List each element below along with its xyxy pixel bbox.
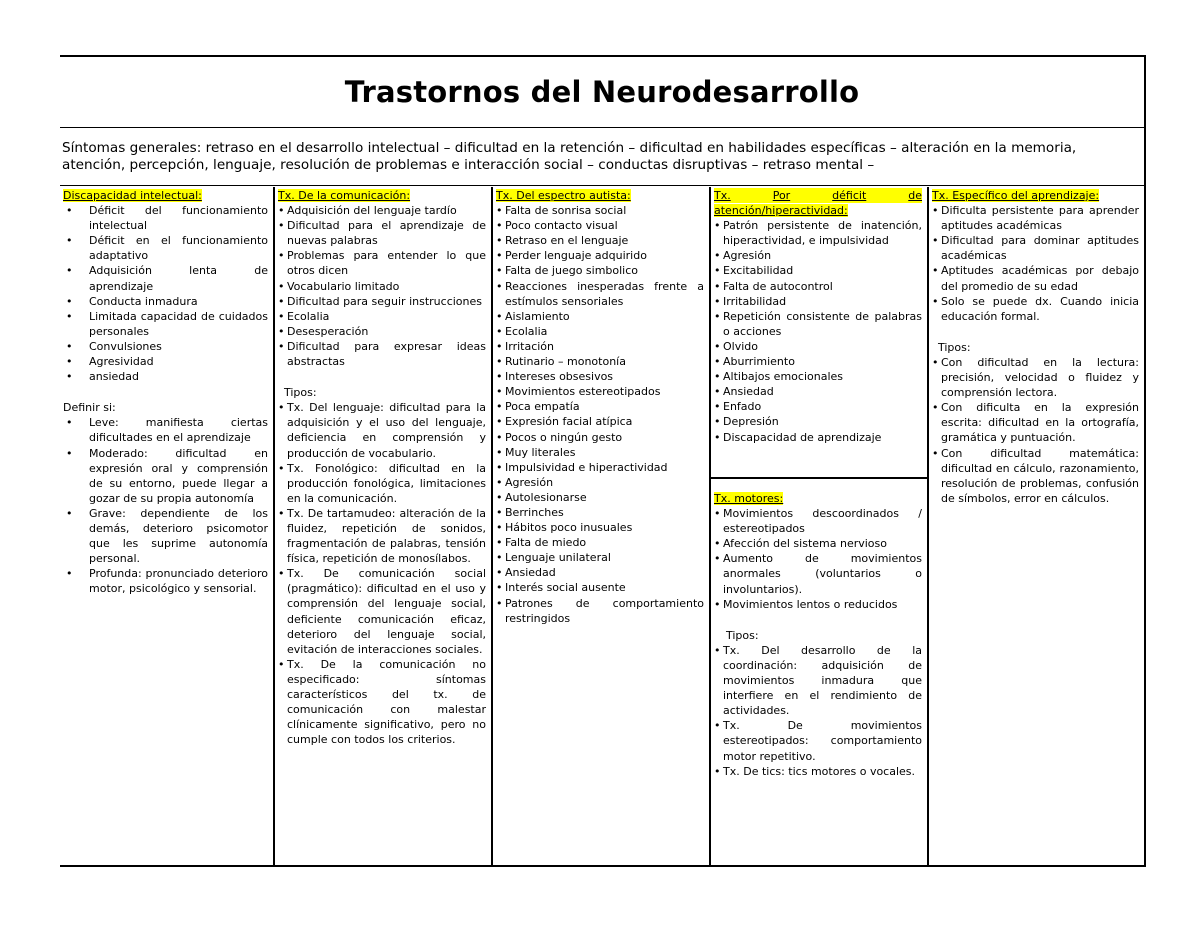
list-item: • Excitabilidad — [714, 263, 922, 278]
list-item: • Interés social ausente — [496, 580, 704, 595]
list-item: • Repetición consistente de palabras o acciones — [714, 309, 922, 339]
col4-heading: Tx. Por déficit de — [714, 189, 922, 202]
columns — [60, 187, 1144, 865]
list-item: • Impulsividad e hiperactividad — [496, 460, 704, 475]
list-item: • Poca empatía — [496, 399, 704, 414]
list-item: • Grave: dependiente de los demás, deterioro psicomotor que les suprime autonomía personal. — [63, 506, 268, 566]
list-item: • Déficit del funcionamiento intelectual — [63, 203, 268, 233]
list-item: • Perder lenguaje adquirido — [496, 248, 704, 263]
list-item: • Aumento de movimientos anormales (voluntarios o involuntarios). — [714, 551, 922, 596]
list-item: • Irritabilidad — [714, 294, 922, 309]
list-item: • Falta de sonrisa social — [496, 203, 704, 218]
list-item: • Patrón persistente de inatención, hiperactividad, e impulsividad — [714, 218, 922, 248]
list-item: • Agresividad — [63, 354, 268, 369]
list-item: • Dificultad para el aprendizaje de nuevas palabras — [278, 218, 486, 248]
col5-types-label: Tipos: — [938, 340, 971, 354]
list-item: • Hábitos poco inusuales — [496, 520, 704, 535]
col5-heading: Tx. Específico del aprendizaje: — [932, 189, 1100, 202]
list-item: • Convulsiones — [63, 339, 268, 354]
list-item: • Tx. De comunicación social (pragmático): dificultad en el uso y comprensión del lenguaje social, deficiente comunicación eficaz, deterioro del lenguaje social, evitación de interacciones sociales. — [278, 566, 486, 657]
list-item: • Tx. Del lenguaje: dificultad para la adquisición y el uso del lenguaje, deficiencia en comprensión y producción de vocabulario. — [278, 400, 486, 460]
list-item: • Berrinches — [496, 505, 704, 520]
list-item: • Conducta inmadura — [63, 294, 268, 309]
list-item: • Moderado: dificultad en expresión oral y comprensión de su entorno, puede llegar a gozar de su propia autonomía — [63, 446, 268, 506]
list-item: • Intereses obsesivos — [496, 369, 704, 384]
list-item: • Ansiedad — [714, 384, 922, 399]
list-item: • Con dificultad en la lectura: precisión, velocidad o fluidez y comprensión lectora. — [932, 355, 1139, 400]
list-item: • Con dificulta en la expresión escrita: dificultad en la ortografía, gramática y puntuación. — [932, 400, 1139, 445]
col4-motor-list — [714, 506, 922, 612]
col5-list — [932, 203, 1139, 324]
list-item: • Aptitudes académicas por debajo del promedio de su edad — [932, 263, 1139, 293]
col-communication — [273, 187, 491, 865]
list-item: • Problemas para entender lo que otros dicen — [278, 248, 486, 278]
list-item: • Depresión — [714, 414, 922, 429]
list-item: • Limitada capacidad de cuidados personales — [63, 309, 268, 339]
list-item: • Rutinario – monotonía — [496, 354, 704, 369]
col4-motor-types — [714, 643, 922, 779]
list-item: • Irritación — [496, 339, 704, 354]
col-intellectual-disability — [60, 187, 273, 865]
col4-list — [714, 218, 922, 444]
list-item: • Pocos o ningún gesto — [496, 430, 704, 445]
list-item: • Déficit en el funcionamiento adaptativo — [63, 233, 268, 263]
list-item: • Ansiedad — [496, 565, 704, 580]
list-item: • Falta de miedo — [496, 535, 704, 550]
list-item: • Altibajos emocionales — [714, 369, 922, 384]
col1-heading: Discapacidad intelectual: — [63, 189, 202, 202]
list-item: • ansiedad — [63, 369, 268, 384]
col1-levels — [63, 415, 268, 596]
list-item: • Falta de juego simbolico — [496, 263, 704, 278]
col4-heading-line2: atención/hiperactividad: — [714, 204, 848, 218]
col-autism-spectrum — [491, 187, 709, 865]
list-item: • Profunda: pronunciado deterioro motor, psicológico y sensorial. — [63, 566, 268, 596]
list-item: • Aislamiento — [496, 309, 704, 324]
motor-section — [711, 479, 927, 865]
col2-heading: Tx. De la comunicación: — [278, 189, 411, 202]
list-item: • Dificultad para seguir instrucciones — [278, 294, 486, 309]
list-item: • Discapacidad de aprendizaje — [714, 430, 922, 445]
col4-motor-types-label: Tipos: — [726, 628, 759, 642]
list-item: • Solo se puede dx. Cuando inicia educación formal. — [932, 294, 1139, 324]
col1-subheading: Definir si: — [63, 401, 116, 415]
list-item: • Tx. De la comunicación no especificado: síntomas característicos del tx. de comunicación con malestar clínicamente significativo, pero no cumple con todos los criterios. — [278, 657, 486, 748]
list-item: • Dificultad para dominar aptitudes académicas — [932, 233, 1139, 263]
list-item: • Ecolalia — [278, 309, 486, 324]
list-item: • Lenguaje unilateral — [496, 550, 704, 565]
col1-list — [63, 203, 268, 384]
list-item: • Falta de autocontrol — [714, 279, 922, 294]
list-item: • Movimientos lentos o reducidos — [714, 597, 922, 612]
list-item: • Tx. De tartamudeo: alteración de la fluidez, repetición de sonidos, fragmentación de palabras, tensión física, repetición de monosílabos. — [278, 506, 486, 566]
col3-heading: Tx. Del espectro autista: — [496, 189, 631, 202]
list-item: • Dificulta persistente para aprender aptitudes académicas — [932, 203, 1139, 233]
list-item: • Reacciones inesperadas frente a estímulos sensoriales — [496, 279, 704, 309]
list-item: • Movimientos descoordinados / estereotipados — [714, 506, 922, 536]
list-item: • Agresión — [714, 248, 922, 263]
col2-list — [278, 203, 486, 369]
list-item: • Con dificultad matemática: dificultad en cálculo, razonamiento, resolución de problemas, confusión de símbolos, error en cálculos. — [932, 446, 1139, 506]
list-item: • Tx. Fonológico: dificultad en la producción fonológica, limitaciones en la comunicación. — [278, 461, 486, 506]
list-item: • Expresión facial atípica — [496, 414, 704, 429]
list-item: • Patrones de comportamiento restringidos — [496, 596, 704, 626]
col2-types — [278, 400, 486, 747]
list-item: • Vocabulario limitado — [278, 279, 486, 294]
col3-list — [496, 203, 704, 626]
list-item: • Dificultad para expresar ideas abstractas — [278, 339, 486, 369]
list-item: • Aburrimiento — [714, 354, 922, 369]
list-item: • Olvido — [714, 339, 922, 354]
list-item: • Ecolalia — [496, 324, 704, 339]
col2-types-label: Tipos: — [284, 386, 317, 400]
list-item: • Adquisición del lenguaje tardío — [278, 203, 486, 218]
list-item: • Movimientos estereotipados — [496, 384, 704, 399]
title-row — [60, 57, 1144, 128]
list-item: • Tx. Del desarrollo de la coordinación: adquisición de movimientos inmadura que interfiere en el rendimiento de actividades. — [714, 643, 922, 718]
list-item: • Tx. De tics: tics motores o vocales. — [714, 764, 922, 779]
list-item: • Retraso en el lenguaje — [496, 233, 704, 248]
general-symptoms: Síntomas generales: retraso en el desarrollo intelectual – dificultad en la retención – dificultad en habilidades específicas – alteración en la memoria, atención, percepción, lenguaje, resolución de problemas e interacción social – conductas disruptivas – retraso mental – — [60, 128, 1144, 186]
col4-motor-heading: Tx. motores: — [714, 492, 784, 505]
page-title: Trastornos del Neurodesarrollo — [344, 75, 860, 109]
list-item: • Enfado — [714, 399, 922, 414]
list-item: • Muy literales — [496, 445, 704, 460]
list-item: • Tx. De movimientos estereotipados: comportamiento motor repetitivo. — [714, 718, 922, 763]
list-item: • Adquisición lenta de aprendizaje — [63, 263, 268, 293]
list-item: • Afección del sistema nervioso — [714, 536, 922, 551]
adhd-section — [711, 187, 927, 477]
list-item: • Autolesionarse — [496, 490, 704, 505]
list-item: • Desesperación — [278, 324, 486, 339]
col-adhd-and-motor — [709, 187, 927, 865]
list-item: • Agresión — [496, 475, 704, 490]
col-specific-learning — [927, 187, 1144, 865]
list-item: • Leve: manifiesta ciertas dificultades en el aprendizaje — [63, 415, 268, 445]
document-table — [60, 55, 1146, 867]
list-item: • Poco contacto visual — [496, 218, 704, 233]
col5-types — [932, 355, 1139, 506]
